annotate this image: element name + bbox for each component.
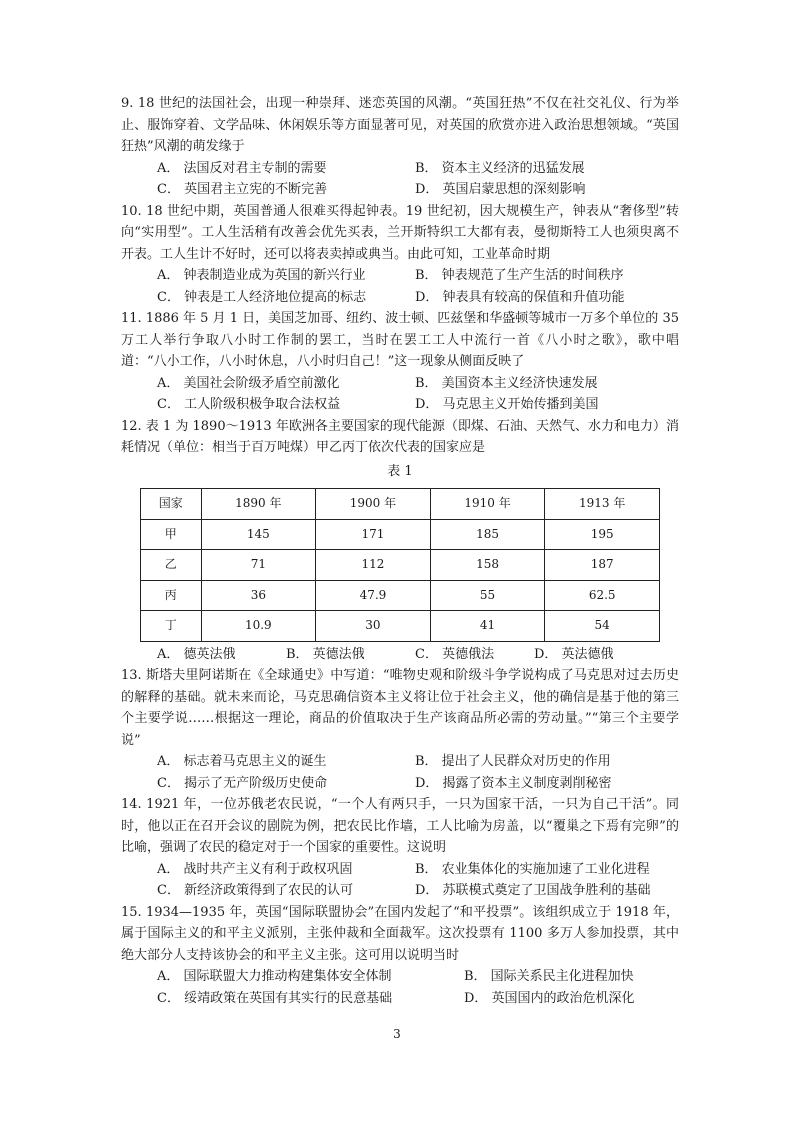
table-cell: 41 bbox=[430, 611, 545, 642]
question-10-stem: 10. 18 世纪中期，英国普通人很难买得起钟表。19 世纪初，因大规模生产，钟表从“奢侈型”转向“实用型”。工人生活稍有改善会优先买表，兰开斯特织工大都有表，曼彻斯特工人也须臾离不开表。工人生计不好时，还可以将表卖掉或典当。由此可知，工业革命时期 bbox=[121, 203, 679, 262]
option-a: A． 法国反对君主专制的需要 bbox=[157, 160, 327, 176]
option-a: A． 战时共产主义有利于政权巩固 bbox=[157, 861, 353, 877]
table-cell: 112 bbox=[316, 550, 431, 581]
table-row bbox=[141, 519, 660, 550]
question-15-stem: 15. 1934—1935 年，英国“国际联盟协会”在国内发起了“和平投票”。该组织成立于 1918 年，属于国际主义的和平主义派别，主张仲裁和全面裁军。这次投票有 1100 多万人参加投票，其中绝大部分人支持该协会的和平主义主张。这可用以说明当时 bbox=[121, 904, 679, 963]
table-cell: 158 bbox=[430, 550, 545, 581]
option-c: C． 新经济政策得到了农民的认可 bbox=[157, 883, 354, 898]
option-c: C． 揭示了无产阶级历史使命 bbox=[157, 775, 328, 791]
table-cell: 55 bbox=[430, 580, 545, 611]
option-d: D． 英国启蒙思想的深刻影响 bbox=[415, 182, 586, 197]
option-a: A． 德英法俄 bbox=[157, 646, 236, 662]
options-row bbox=[121, 394, 679, 416]
table-cell: 62.5 bbox=[545, 580, 660, 611]
table-cell: 54 bbox=[545, 611, 660, 642]
option-d: D． 英国国内的政治危机深化 bbox=[464, 990, 635, 1006]
question-11 bbox=[121, 308, 679, 416]
options-row bbox=[121, 751, 679, 773]
options-row bbox=[121, 644, 679, 666]
table-header-cell: 国家 bbox=[141, 489, 202, 520]
table-header-row bbox=[141, 489, 660, 520]
question-9 bbox=[121, 93, 679, 201]
table-cell: 71 bbox=[201, 550, 316, 581]
question-content bbox=[121, 93, 679, 1009]
table-header-cell: 1900 年 bbox=[316, 489, 431, 520]
option-d: D． 马克思主义开始传播到美国 bbox=[415, 397, 599, 412]
table-header-cell: 1890 年 bbox=[201, 489, 316, 520]
table-cell: 丁 bbox=[141, 611, 202, 642]
option-a: A． 钟表制造业成为英国的新兴行业 bbox=[157, 268, 366, 283]
option-b: B． 提出了人民群众对历史的作用 bbox=[415, 754, 611, 769]
question-13 bbox=[121, 665, 679, 794]
options-row bbox=[121, 880, 679, 902]
question-14 bbox=[121, 794, 679, 902]
table-cell: 丙 bbox=[141, 580, 202, 611]
table-cell: 187 bbox=[545, 550, 660, 581]
option-b: B． 资本主义经济的迅猛发展 bbox=[415, 160, 585, 176]
option-b: B． 国际关系民主化进程加快 bbox=[464, 969, 634, 984]
table-caption: 表 1 bbox=[387, 463, 413, 479]
question-12 bbox=[121, 416, 679, 666]
option-c: C． 英国君主立宪的不断完善 bbox=[157, 182, 328, 197]
question-9-stem: 9. 18 世纪的法国社会，出现一种崇拜、迷恋英国的风潮。“英国狂热”不仅在社交礼仪、行为举止、服饰穿着、文学品味、休闲娱乐等方面显著可见，对英国的欣赏亦进入政治思想领域。“英国狂热”风潮的萌发缘于 bbox=[121, 96, 679, 154]
question-13-stem: 13. 斯塔夫里阿诺斯在《全球通史》中写道：“唯物史观和阶级斗争学说构成了马克思对过去历史的解释的基础。就未来而论，马克思确信资本主义将让位于社会主义，他的确信是基于他的第三个主要学说……根据这一理论，商品的价值取决于生产该商品所必需的劳动量。”“第三个主要学说” bbox=[121, 668, 679, 748]
table-cell: 145 bbox=[201, 519, 316, 550]
options-row bbox=[121, 287, 679, 309]
question-15 bbox=[121, 902, 679, 1010]
table-header-cell: 1910 年 bbox=[430, 489, 545, 520]
table-row bbox=[141, 550, 660, 581]
options-row bbox=[121, 988, 679, 1010]
option-c: C． 英德俄法 bbox=[415, 646, 495, 662]
table-cell: 195 bbox=[545, 519, 660, 550]
table-cell: 171 bbox=[316, 519, 431, 550]
option-c: C． 绥靖政策在英国有其实行的民意基础 bbox=[157, 990, 393, 1006]
question-11-stem: 11. 1886 年 5 月 1 日，美国芝加哥、纽约、波士顿、匹兹堡和华盛顿等城市一万多个单位的 35 万工人举行争取八小时工作制的罢工，当时在罢工工人中流行一首《八小时之歌》，歌中唱道：“八小工作，八小时休息，八小时归自己！”这一现象从侧面反映了 bbox=[121, 311, 679, 369]
table-cell: 30 bbox=[316, 611, 431, 642]
table-cell: 10.9 bbox=[201, 611, 316, 642]
option-d: D． 英法德俄 bbox=[534, 646, 614, 662]
option-d: D． 钟表具有较高的保值和升值功能 bbox=[415, 289, 625, 305]
options-row bbox=[121, 373, 679, 395]
options-row bbox=[121, 966, 679, 988]
option-d: D． 苏联模式奠定了卫国战争胜利的基础 bbox=[415, 883, 651, 898]
energy-table bbox=[140, 488, 660, 642]
table-row bbox=[141, 611, 660, 642]
option-b: B． 农业集体化的实施加速了工业化进程 bbox=[415, 861, 650, 877]
option-a: A． 国际联盟大力推动构建集体安全体制 bbox=[157, 969, 392, 984]
table-cell: 36 bbox=[201, 580, 316, 611]
page-number: 3 bbox=[393, 1027, 401, 1041]
options-row bbox=[121, 179, 679, 201]
option-c: C． 工人阶级积极争取合法权益 bbox=[157, 397, 341, 412]
options-row bbox=[121, 158, 679, 180]
option-b: B． 英德法俄 bbox=[286, 646, 365, 662]
option-d: D． 揭露了资本主义制度剥削秘密 bbox=[415, 775, 612, 791]
question-10 bbox=[121, 201, 679, 309]
question-14-stem: 14. 1921 年，一位苏俄老农民说，“一个人有两只手，一只为国家干活，一只为自己干活”。同时，他以正在召开会议的剧院为例，把农民比作墙，工人比喻为房盖，以“覆巢之下焉有完卵”的比喻，强调了农民的稳定对于一个国家的重要性。这说明 bbox=[121, 797, 679, 855]
question-12-stem: 12. 表 1 为 1890～1913 年欧洲各主要国家的现代能源（即煤、石油、天然气、水力和电力）消耗情况（单位：相当于百万吨煤）甲乙丙丁依次代表的国家应是 bbox=[121, 418, 679, 455]
table-cell: 185 bbox=[430, 519, 545, 550]
table-header-cell: 1913 年 bbox=[545, 489, 660, 520]
option-b: B． 美国资本主义经济快速发展 bbox=[415, 375, 598, 391]
options-row bbox=[121, 265, 679, 287]
table-cell: 乙 bbox=[141, 550, 202, 581]
table-row bbox=[141, 580, 660, 611]
options-row bbox=[121, 859, 679, 881]
option-a: A． 标志着马克思主义的诞生 bbox=[157, 754, 327, 769]
option-b: B． 钟表规范了生产生活的时间秩序 bbox=[415, 268, 624, 283]
table-cell: 甲 bbox=[141, 519, 202, 550]
option-a: A． 美国社会阶级矛盾空前激化 bbox=[157, 375, 340, 391]
table-cell: 47.9 bbox=[316, 580, 431, 611]
option-c: C． 钟表是工人经济地位提高的标志 bbox=[157, 289, 367, 305]
options-row bbox=[121, 773, 679, 795]
